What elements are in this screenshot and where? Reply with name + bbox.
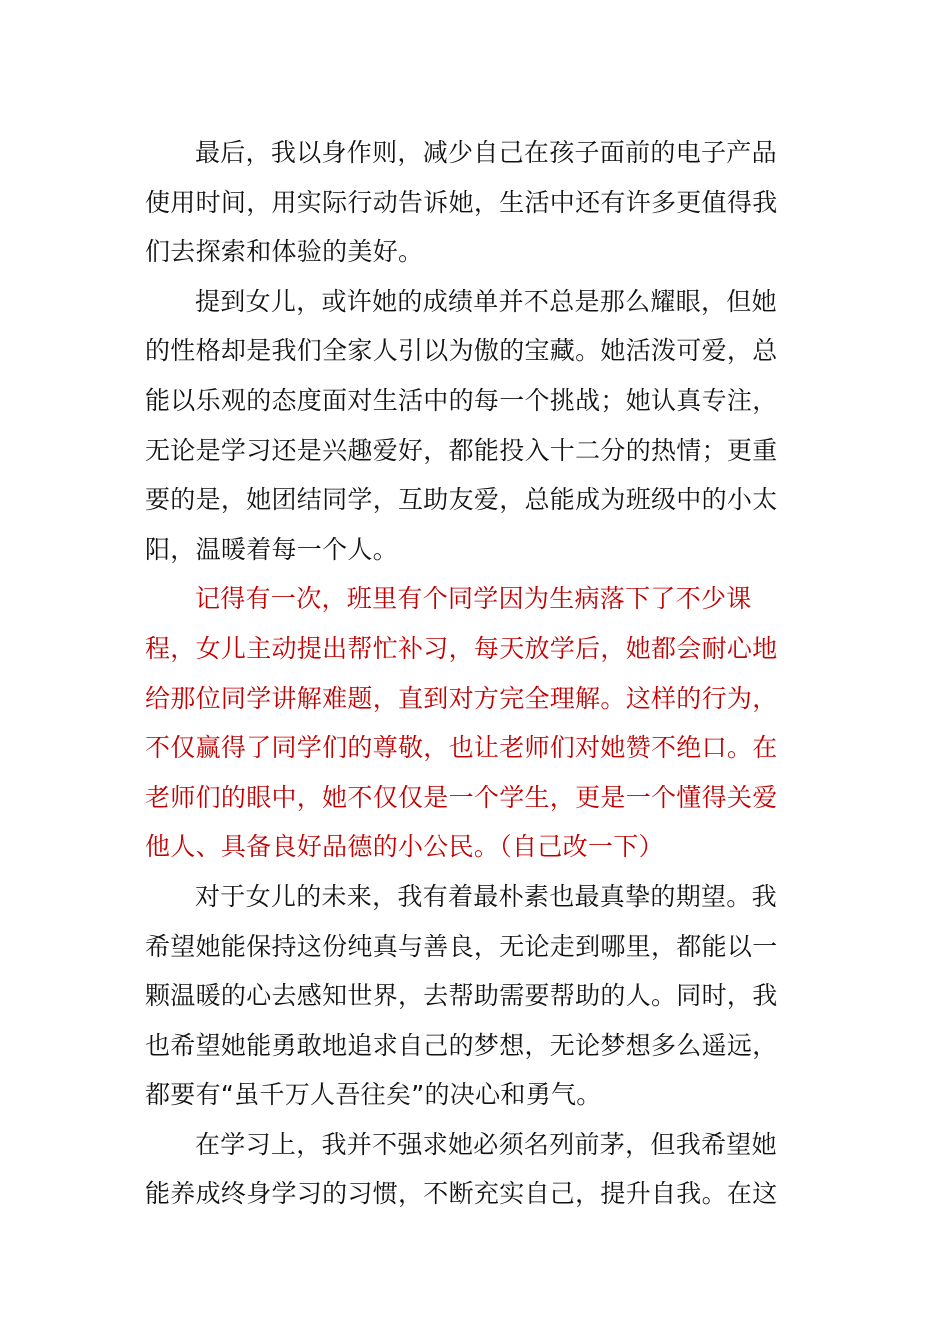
- paragraph-lead-by-example: [145, 128, 810, 277]
- text-line: 希望她能保持这份纯真与善良，无论走到哪里，都能以一: [145, 931, 778, 961]
- text-line: 在学习上，我并不强求她必须名列前茅，但我希望她: [195, 1129, 777, 1159]
- text-line: 们去探索和体验的美好。: [145, 237, 424, 267]
- text-line: 不仅赢得了同学们的尊敬，也让老师们对她赞不绝口。在: [145, 733, 778, 763]
- text-line: 提到女儿，或许她的成绩单并不总是那么耀眼，但她: [195, 286, 777, 316]
- text-line: 能以乐观的态度面对生活中的每一个挑战；她认真专注，: [145, 385, 778, 415]
- text-line: 阳，温暖着每一个人。: [145, 534, 399, 564]
- text-line: 老师们的眼中，她不仅仅是一个学生，更是一个懂得关爱: [145, 782, 778, 812]
- text-line: 也希望她能勇敢地追求自己的梦想，无论梦想多么遥远，: [145, 1030, 778, 1060]
- paragraph-highlighted-example: [145, 574, 810, 872]
- text-line: 他人、具备良好品德的小公民。（自己改一下）: [145, 832, 664, 862]
- text-line: 颗温暖的心去感知世界，去帮助需要帮助的人。同时，我: [145, 981, 778, 1011]
- body-text: [145, 128, 810, 1219]
- text-line: 对于女儿的未来，我有着最朴素也最真挚的期望。我: [195, 881, 777, 911]
- text-line: 能养成终身学习的习惯，不断充实自己，提升自我。在这: [145, 1179, 778, 1209]
- text-line: 使用时间，用实际行动告诉她，生活中还有许多更值得我: [145, 187, 778, 217]
- text-line: 的性格却是我们全家人引以为傲的宝藏。她活泼可爱，总: [145, 336, 778, 366]
- text-line: 要的是，她团结同学，互助友爱，总能成为班级中的小太: [145, 485, 778, 515]
- paragraph-daughter-character: [145, 277, 810, 575]
- text-line: 最后，我以身作则，减少自己在孩子面前的电子产品: [195, 138, 777, 167]
- paragraph-future-hopes: [145, 872, 810, 1120]
- paragraph-learning: [145, 1120, 810, 1219]
- text-line: 程，女儿主动提出帮忙补习，每天放学后，她都会耐心地: [145, 633, 778, 663]
- text-line: 都要有“虽千万人吾往矣”的决心和勇气。: [145, 1080, 602, 1110]
- text-line: 记得有一次，班里有个同学因为生病落下了不少课: [195, 584, 752, 614]
- text-line: 无论是学习还是兴趣爱好，都能投入十二分的热情；更重: [145, 435, 778, 465]
- text-line: 给那位同学讲解难题，直到对方完全理解。这样的行为，: [145, 683, 778, 713]
